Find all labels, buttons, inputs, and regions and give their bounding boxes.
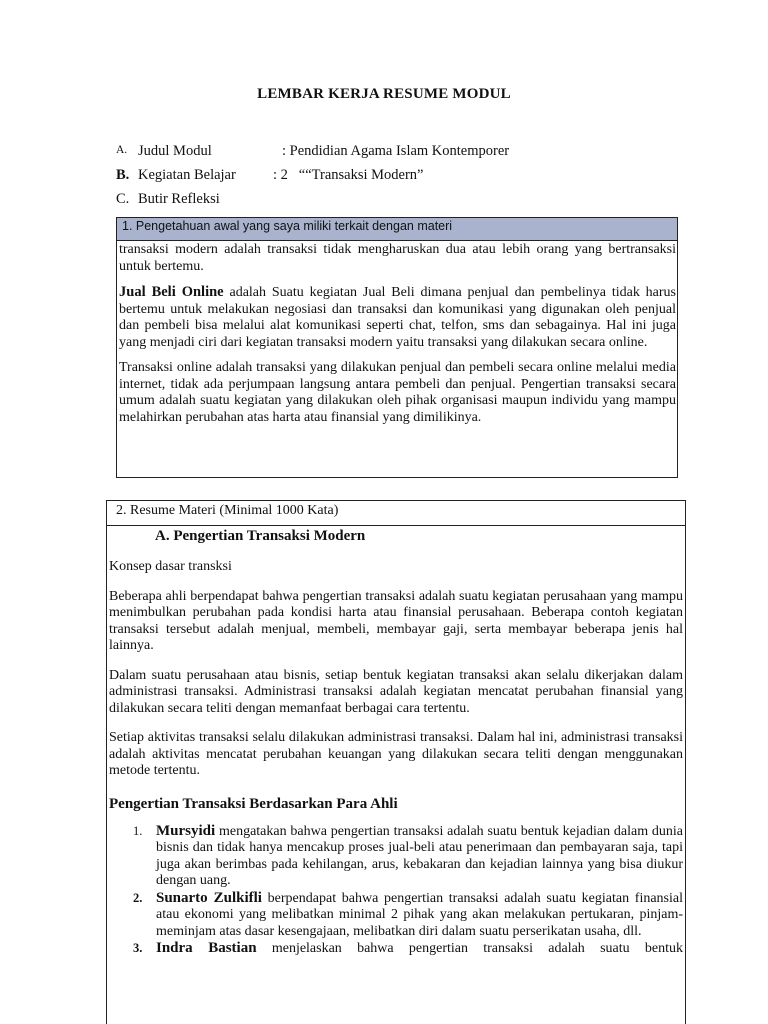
meta-label: Kegiatan Belajar [138,167,236,183]
resume-body [107,526,685,958]
resume-box [106,500,686,1024]
paragraph [119,284,676,351]
expert-text: mengatakan bahwa pengertian transaksi adalah suatu bentuk kejadian dalam dunia bisnis dan tidak hanya mencakup proses jual-beli atau penerimaan dan pembayaran saja, tapi juga akan berimbas pada kehilangan, arus, kebakaran dan kejadian lainnya yang bisa diukur dengan uang. [156,823,683,888]
paragraph: Setiap aktivitas transaksi selalu dilakukan administrasi transaksi. Dalam hal ini, administrasi transaksi adalah aktivitas mencatat perubahan keuangan yang dilakukan secara teliti dengan menggunakan metode tertentu. [109,730,683,778]
paragraph: Transaksi online adalah transaksi yang dilakukan penjual dan pembeli secara online melalui media internet, tidak ada perjumpaan langsung antara pembeli dan penjual. Pengertian transaksi secara umum adalah suatu kegiatan yang dilakukan oleh pihak organisasi maupun individu yang mampu melahirkan perubahan atas harta atau finansial yang dimilikinya. [119,360,676,425]
meta-label: Butir Refleksi [138,191,220,207]
list-number: 3. [133,941,143,955]
expert-name: Mursyidi [156,822,216,839]
meta-value: : 2 ““Transaksi Modern” [273,167,424,183]
paragraph: Beberapa ahli berpendapat bahwa pengertian transaksi adalah suatu kegiatan perusahaan yang mampu menimbulkan perubahan pada kondisi harta atau finansial perusahaan. Beberapa contoh kegiatan transaksi tersebut adalah menjual, membeli, membayar gaji, serta membayar beberapa jenis hal lainnya. [109,588,683,653]
meta-row-judul [116,143,676,163]
section-heading: A. Pengertian Transaksi Modern [155,528,366,544]
list-item [109,823,683,890]
meta-letter: A. [116,144,128,156]
meta-value: : Pendidian Agama Islam Kontemporer [282,143,510,159]
prior-knowledge-body [117,242,677,426]
subheading: Konsep dasar transksi [109,559,232,574]
expert-text: menjelaskan bahwa pengertian transaksi adalah suatu bentuk [256,941,684,956]
prior-knowledge-box [116,217,678,478]
meta-row-kegiatan [116,167,676,187]
page-title: LEMBAR KERJA RESUME MODUL [257,86,511,102]
paragraph-text: adalah Suatu kegiatan Jual Beli dimana penjual dan pembelinya tidak harus bertemu untuk melakukan negosiasi dan transaksi dan komunikasi yang digunakan oleh penjual dan pembeli bisa melalui alat komunikasi seperti chat, telfon, sms dan sebagainya. Hal ini juga yang menjadi ciri dari kegiatan transaksi modern yaitu transaksi yang dilakukan secara online. [119,285,676,350]
experts-list [109,823,683,958]
prior-knowledge-header: 1. Pengetahuan awal yang saya miliki terkait dengan materi [117,218,677,241]
list-item [109,890,683,941]
expert-text: berpendapat bahwa pengertian transaksi adalah suatu kegiatan finansial atau ekonomi yang melibatkan minimal 2 pihak yang akan melakukan pertukaran, pinjam-meminjam atas dasar kesengajaan, melibatkan diri dalam suatu perserikatan usaha, dll. [156,890,683,939]
meta-letter: B. [116,167,130,183]
paragraph: Dalam suatu perusahaan atau bisnis, setiap bentuk kegiatan transaksi akan selalu dikerjakan dalam administrasi transaksi. Administrasi transaksi adalah kegiatan mencatat perubahan finansial yang dilakukan secara teliti dengan memanfaat berbagai cara tertentu. [109,667,683,716]
meta-row-butir [116,191,676,211]
expert-name: Indra Bastian [156,940,257,956]
term-bold: Jual Beli Online [119,284,224,300]
list-number: 2. [133,890,143,905]
expert-name: Sunarto Zulkifli [156,889,262,906]
experts-heading: Pengertian Transaksi Berdasarkan Para Ahli [109,795,398,812]
list-item [109,940,683,958]
paragraph: transaksi modern adalah transaksi tidak mengharuskan dua atau lebih orang yang bertransaksi untuk bertemu. [119,242,676,274]
list-number: 1. [133,823,143,838]
meta-letter: C. [116,191,130,207]
meta-label: Judul Modul [138,143,212,159]
resume-header: 2. Resume Materi (Minimal 1000 Kata) [107,501,685,526]
